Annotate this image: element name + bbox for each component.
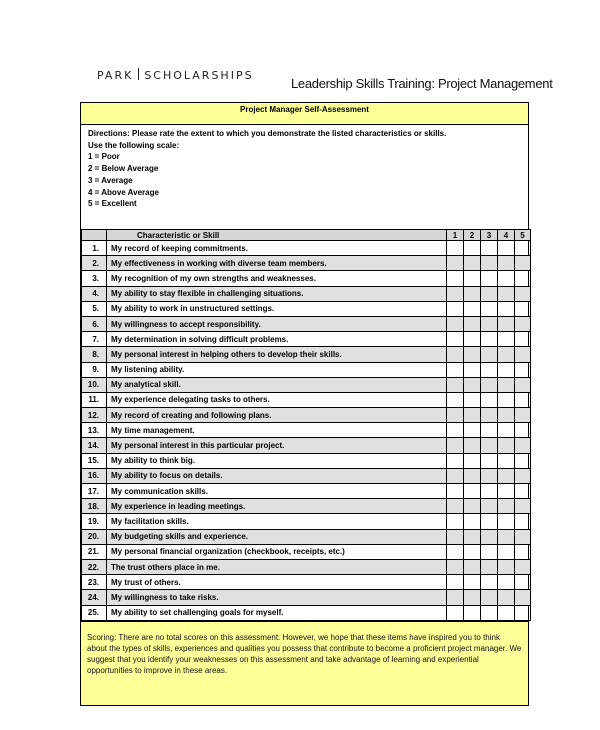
rating-cell[interactable] [498,529,515,544]
item-number: 10. [82,377,107,392]
rating-cell[interactable] [515,575,531,590]
item-number: 15. [82,453,107,468]
rating-cell[interactable] [481,559,498,574]
rating-cell[interactable] [515,529,531,544]
assessment-form [80,102,529,706]
rating-cell[interactable] [498,362,515,377]
rating-cell[interactable] [515,559,531,574]
table-row [82,362,531,377]
item-number: 18. [82,499,107,514]
rating-cell[interactable] [481,484,498,499]
item-text: My experience in leading meetings. [107,499,447,514]
rating-cell[interactable] [498,468,515,483]
table-row [82,484,531,499]
rating-cell[interactable] [515,514,531,529]
rating-cell[interactable] [498,590,515,605]
rating-cell[interactable] [447,301,464,316]
rating-cell[interactable] [515,347,531,362]
rating-cell[interactable] [464,301,481,316]
table-row [82,286,531,301]
directions-line: Directions: Please rate the extent to which you demonstrate the listed characteristics or skills. [88,129,447,138]
rating-cell[interactable] [464,468,481,483]
table-row [82,544,531,559]
rating-cell[interactable] [464,453,481,468]
rating-cell[interactable] [515,271,531,286]
rating-cell[interactable] [498,316,515,331]
item-text: My facilitation skills. [107,514,447,529]
rating-cell[interactable] [515,590,531,605]
rating-cell[interactable] [481,544,498,559]
item-text: The trust others place in me. [107,559,447,574]
table-row [82,423,531,438]
rating-cell[interactable] [515,286,531,301]
item-number: 9. [82,362,107,377]
rating-cell[interactable] [498,347,515,362]
rating-cell[interactable] [481,499,498,514]
brand-logo [97,68,254,82]
item-text: My record of keeping commitments. [107,241,447,256]
item-text: My communication skills. [107,484,447,499]
rating-cell[interactable] [498,271,515,286]
item-text: My analytical skill. [107,377,447,392]
table-row [82,529,531,544]
rating-cell[interactable] [498,241,515,256]
rating-cell[interactable] [498,301,515,316]
rating-cell[interactable] [481,347,498,362]
rating-cell[interactable] [447,241,464,256]
rating-cell[interactable] [481,423,498,438]
rating-cell[interactable] [464,271,481,286]
rating-cell[interactable] [515,605,531,620]
rating-cell[interactable] [515,453,531,468]
rating-cell[interactable] [447,438,464,453]
rating-cell[interactable] [481,408,498,423]
rating-cell[interactable] [447,529,464,544]
item-text: My ability to stay flexible in challenging situations. [107,286,447,301]
table-row [82,392,531,407]
item-text: My personal interest in this particular project. [107,438,447,453]
rating-cell[interactable] [447,559,464,574]
column-header-rating: 3 [481,230,498,241]
rating-cell[interactable] [498,559,515,574]
rating-cell[interactable] [464,362,481,377]
rating-cell[interactable] [515,408,531,423]
rating-cell[interactable] [481,453,498,468]
rating-cell[interactable] [447,499,464,514]
rating-cell[interactable] [515,438,531,453]
document-title: Leadership Skills Training: Project Management [291,76,553,91]
item-number: 13. [82,423,107,438]
rating-cell[interactable] [515,499,531,514]
item-number: 11. [82,392,107,407]
rating-cell[interactable] [515,423,531,438]
item-text: My time management. [107,423,447,438]
item-number: 2. [82,256,107,271]
rating-cell[interactable] [481,316,498,331]
scale-line: 1 = Poor [88,152,120,162]
rating-cell[interactable] [515,241,531,256]
table-row [82,438,531,453]
scoring-note: Scoring: There are no total scores on this assessment. However, we hope that these items have inspired you to think about the types of skills, experiences and qualities you possess that contribute to become a proficient project manager. We suggest that you identify your weaknesses on this assessment and take advantage of learning and experiential opportunities to improve in these areas. [81,621,528,705]
assessment-table [81,229,531,621]
item-number: 16. [82,468,107,483]
rating-cell[interactable] [447,468,464,483]
rating-cell[interactable] [515,468,531,483]
rating-cell[interactable] [498,256,515,271]
item-number: 6. [82,316,107,331]
table-row [82,468,531,483]
rating-cell[interactable] [447,347,464,362]
rating-cell[interactable] [447,544,464,559]
rating-cell[interactable] [464,499,481,514]
rating-cell[interactable] [464,332,481,347]
item-text: My ability to think big. [107,453,447,468]
rating-cell[interactable] [464,484,481,499]
rating-cell[interactable] [515,362,531,377]
table-row [82,453,531,468]
rating-cell[interactable] [481,605,498,620]
rating-cell[interactable] [447,453,464,468]
rating-cell[interactable] [481,271,498,286]
rating-cell[interactable] [515,301,531,316]
item-number: 21. [82,544,107,559]
rating-cell[interactable] [447,590,464,605]
rating-cell[interactable] [464,590,481,605]
item-text: My record of creating and following plans. [107,408,447,423]
rating-cell[interactable] [498,605,515,620]
table-row [82,316,531,331]
scale-line: 3 = Average [88,175,133,185]
table-row [82,256,531,271]
item-number: 24. [82,590,107,605]
rating-cell[interactable] [481,301,498,316]
rating-cell[interactable] [464,256,481,271]
rating-cell[interactable] [464,423,481,438]
rating-cell[interactable] [447,423,464,438]
rating-cell[interactable] [498,377,515,392]
rating-cell[interactable] [515,544,531,559]
rating-cell[interactable] [498,484,515,499]
rating-cell[interactable] [464,544,481,559]
column-header-rating: 4 [498,230,515,241]
rating-cell[interactable] [498,286,515,301]
rating-cell[interactable] [464,286,481,301]
table-row [82,332,531,347]
rating-cell[interactable] [481,392,498,407]
scale-line: 4 = Above Average [88,187,159,197]
rating-cell[interactable] [464,529,481,544]
table-row [82,499,531,514]
rating-cell[interactable] [498,332,515,347]
rating-cell[interactable] [447,484,464,499]
rating-cell[interactable] [515,392,531,407]
rating-cell[interactable] [515,316,531,331]
item-number: 4. [82,286,107,301]
column-header-rating: 5 [515,230,531,241]
scale-line: 5 = Excellent [88,199,137,209]
rating-cell[interactable] [498,438,515,453]
table-row [82,605,531,620]
rating-cell[interactable] [498,408,515,423]
column-header-skill: Characteristic or Skill [107,230,447,241]
table-row [82,271,531,286]
rating-cell[interactable] [464,514,481,529]
rating-cell[interactable] [481,286,498,301]
item-number: 25. [82,605,107,620]
rating-cell[interactable] [447,514,464,529]
rating-cell[interactable] [447,392,464,407]
rating-cell[interactable] [464,408,481,423]
rating-cell[interactable] [464,575,481,590]
rating-cell[interactable] [447,332,464,347]
item-text: My personal interest in helping others to develop their skills. [107,347,447,362]
item-text: My experience delegating tasks to others. [107,392,447,407]
rating-cell[interactable] [481,514,498,529]
rating-cell[interactable] [447,286,464,301]
item-number: 5. [82,301,107,316]
table-header-row [82,230,531,241]
table-row [82,241,531,256]
rating-cell[interactable] [498,499,515,514]
scale-line: 2 = Below Average [88,164,159,174]
table-row [82,559,531,574]
item-number: 8. [82,347,107,362]
item-number: 14. [82,438,107,453]
item-text: My effectiveness in working with diverse team members. [107,256,447,271]
rating-cell[interactable] [464,316,481,331]
rating-cell[interactable] [464,559,481,574]
rating-cell[interactable] [464,347,481,362]
rating-cell[interactable] [447,605,464,620]
item-text: My willingness to take risks. [107,590,447,605]
item-text: My trust of others. [107,575,447,590]
rating-cell[interactable] [515,377,531,392]
rating-cell[interactable] [464,438,481,453]
rating-cell[interactable] [447,256,464,271]
rating-cell[interactable] [464,392,481,407]
rating-cell[interactable] [481,256,498,271]
rating-cell[interactable] [498,453,515,468]
table-row [82,301,531,316]
table-row [82,377,531,392]
item-text: My listening ability. [107,362,447,377]
rating-cell[interactable] [481,362,498,377]
item-number: 1. [82,241,107,256]
table-row [82,514,531,529]
item-text: My willingness to accept responsibility. [107,316,447,331]
directions-block [81,125,528,229]
item-text: My personal financial organization (checkbook, receipts, etc.) [107,544,447,559]
rating-cell[interactable] [464,377,481,392]
item-number: 7. [82,332,107,347]
item-number: 19. [82,514,107,529]
table-row [82,347,531,362]
rating-cell[interactable] [447,316,464,331]
rating-cell[interactable] [515,256,531,271]
rating-cell[interactable] [447,271,464,286]
logo-divider [138,68,139,80]
logo-right-text: SCHOLARSHIPS [144,69,254,82]
item-text: My ability to focus on details. [107,468,447,483]
rating-cell[interactable] [481,529,498,544]
rating-cell[interactable] [481,590,498,605]
rating-cell[interactable] [481,332,498,347]
rating-cell[interactable] [515,484,531,499]
item-text: My recognition of my own strengths and weaknesses. [107,271,447,286]
rating-cell[interactable] [481,468,498,483]
rating-cell[interactable] [498,514,515,529]
rating-cell[interactable] [481,241,498,256]
header-num-cell [82,230,107,241]
rating-cell[interactable] [464,605,481,620]
rating-cell[interactable] [515,332,531,347]
item-text: My determination in solving difficult problems. [107,332,447,347]
rating-cell[interactable] [498,575,515,590]
item-number: 20. [82,529,107,544]
item-number: 17. [82,484,107,499]
rating-cell[interactable] [498,544,515,559]
column-header-rating: 2 [464,230,481,241]
rating-cell[interactable] [464,241,481,256]
rating-cell[interactable] [481,575,498,590]
column-header-rating: 1 [447,230,464,241]
rating-cell[interactable] [447,362,464,377]
rating-cell[interactable] [447,408,464,423]
directions-line: Use the following scale: [88,140,180,150]
item-number: 23. [82,575,107,590]
rating-cell[interactable] [481,377,498,392]
table-row [82,590,531,605]
item-number: 12. [82,408,107,423]
form-header: Project Manager Self-Assessment [81,103,528,125]
rating-cell[interactable] [498,423,515,438]
table-row [82,575,531,590]
item-text: My budgeting skills and experience. [107,529,447,544]
table-row [82,408,531,423]
item-text: My ability to work in unstructured settings. [107,301,447,316]
rating-cell[interactable] [447,377,464,392]
logo-left-text: PARK [97,69,134,82]
rating-cell[interactable] [447,575,464,590]
item-text: My ability to set challenging goals for myself. [107,605,447,620]
item-number: 3. [82,271,107,286]
item-number: 22. [82,559,107,574]
rating-cell[interactable] [498,392,515,407]
rating-cell[interactable] [481,438,498,453]
